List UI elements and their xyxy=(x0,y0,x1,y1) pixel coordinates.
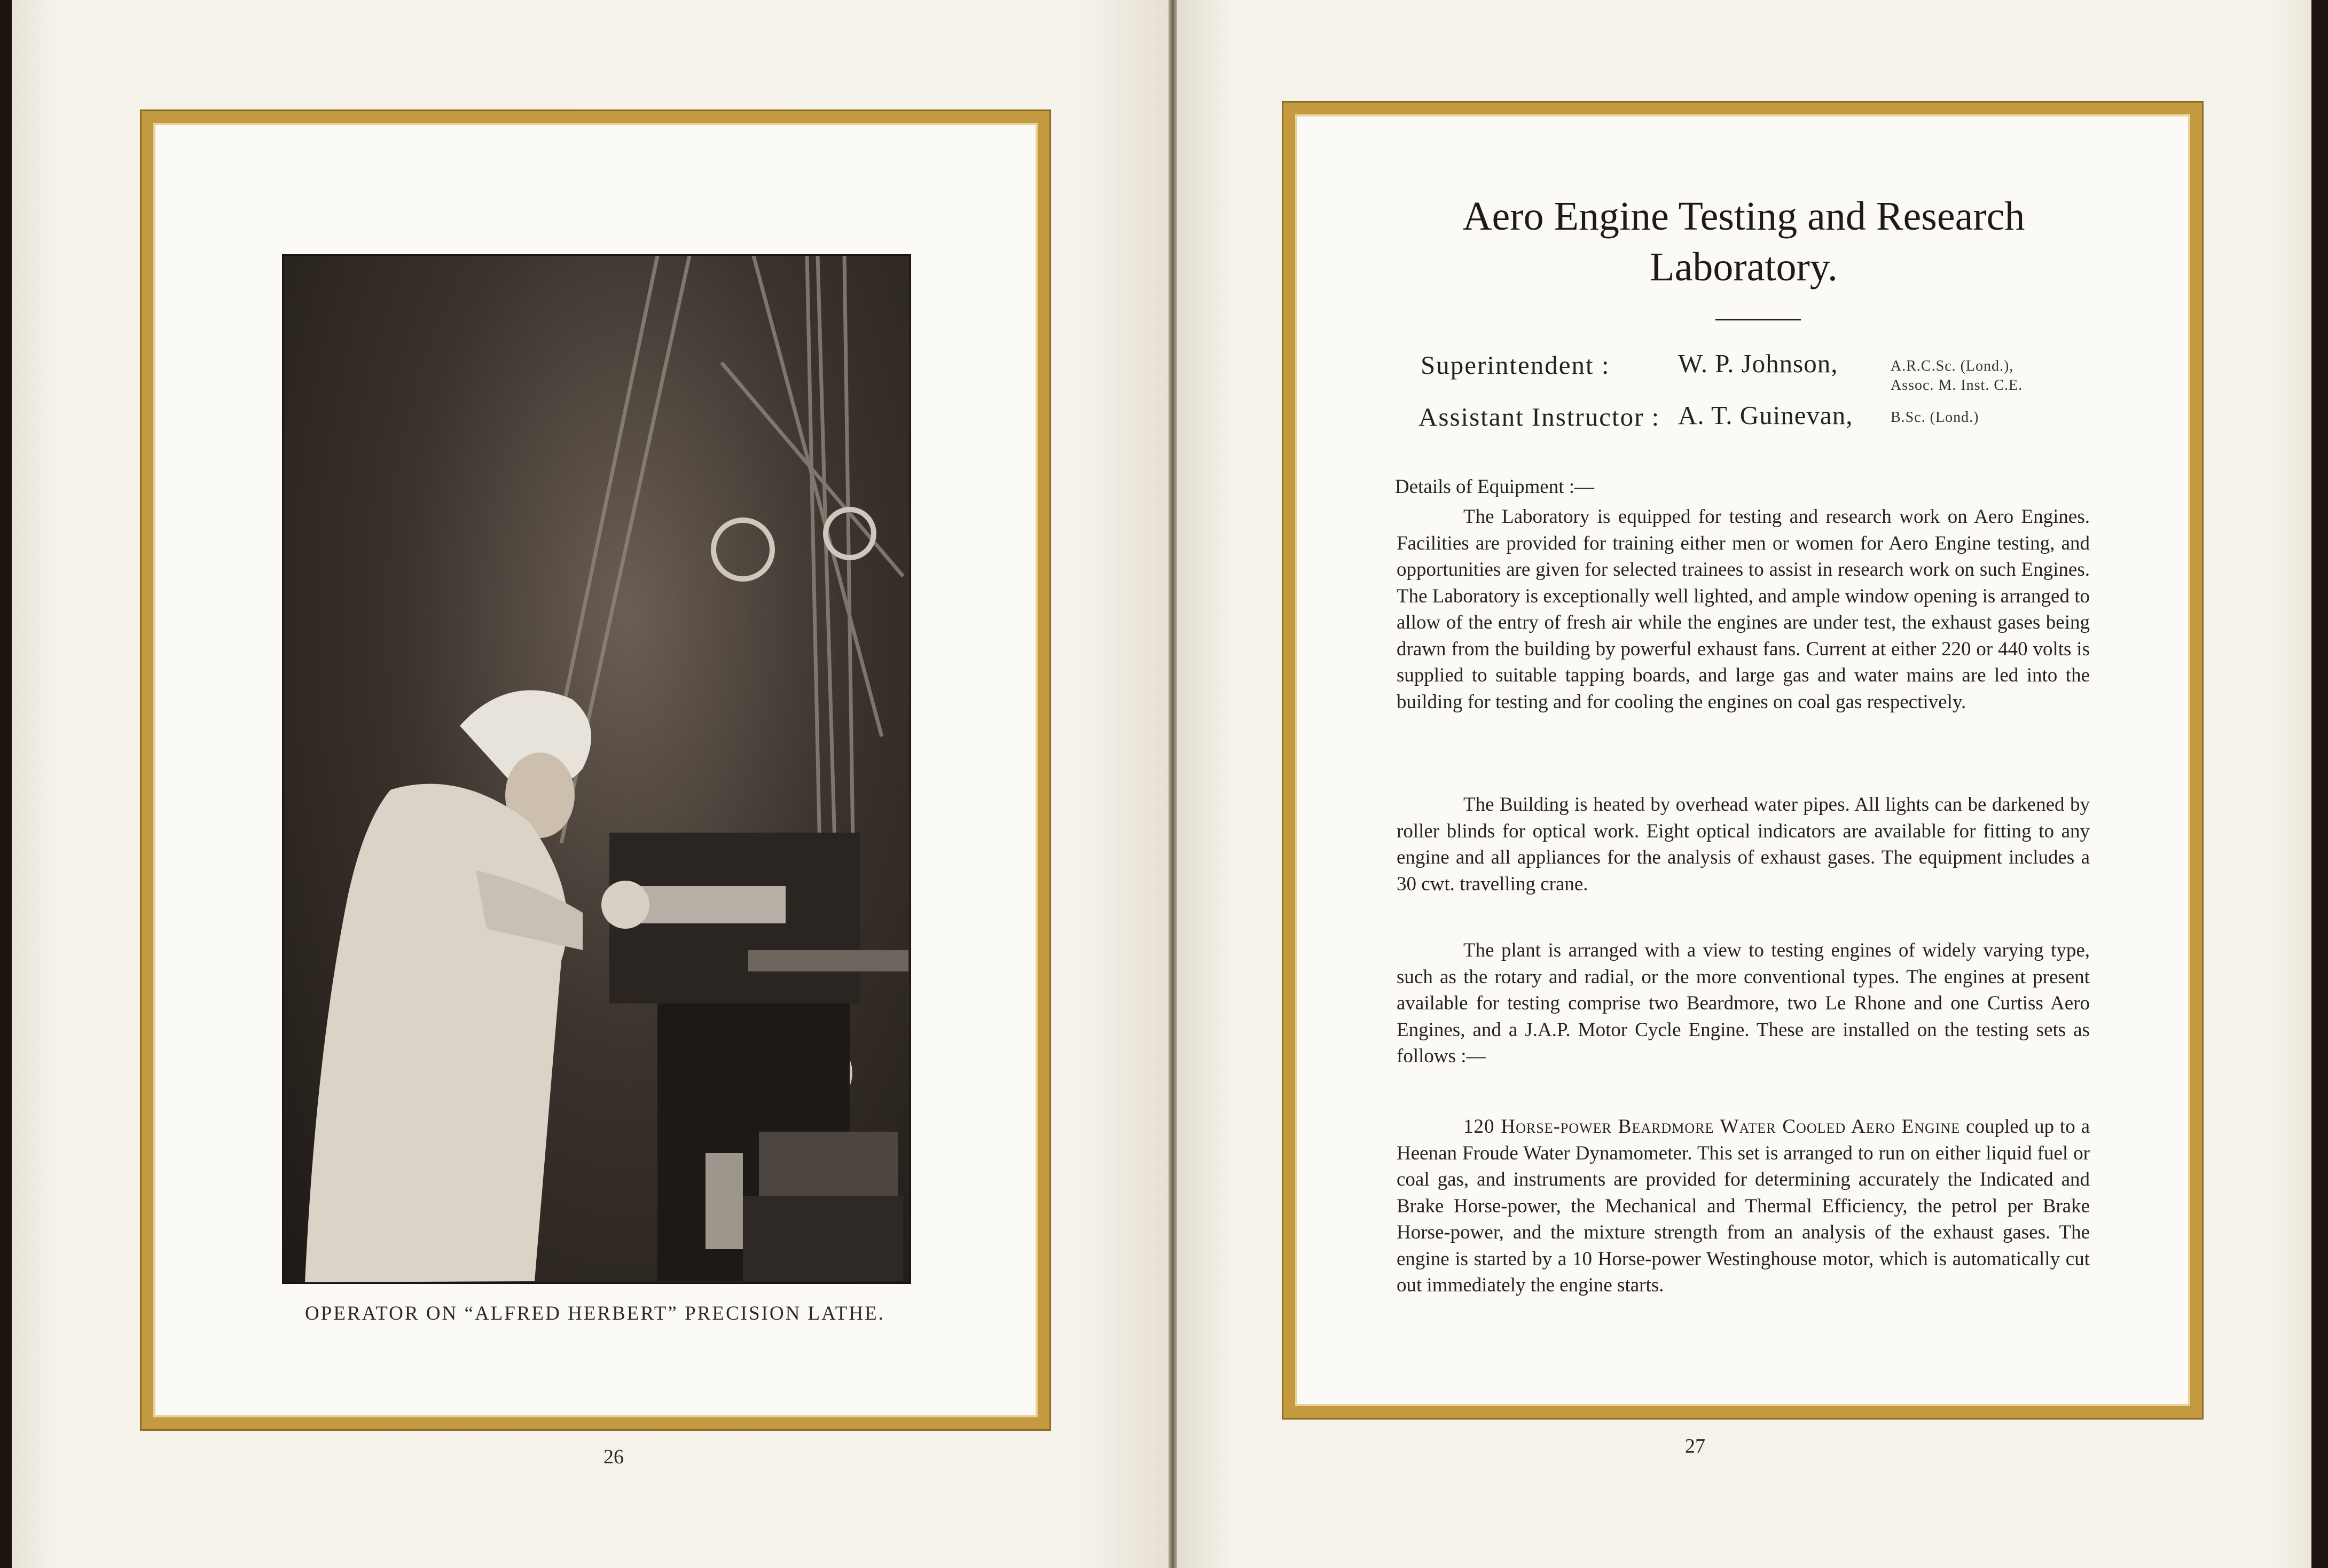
page-number-left: 26 xyxy=(603,1446,624,1468)
details-heading: Details of Equipment :— xyxy=(1395,476,1595,498)
title-rule xyxy=(1715,319,1801,320)
title-line-1: Aero Engine Testing and Research xyxy=(1462,194,2025,239)
superintendent-name: W. P. Johnson, xyxy=(1678,349,1838,378)
assistant-label: Assistant Instructor : xyxy=(1418,402,1660,432)
book-spine xyxy=(1169,0,1177,1568)
photo-caption: OPERATOR ON “ALFRED HERBERT” PRECISION LATHE. xyxy=(305,1303,885,1324)
page-title xyxy=(1389,191,2099,293)
superintendent-qual-1: A.R.C.Sc. (Lond.), xyxy=(1891,358,2014,374)
assistant-qual: B.Sc. (Lond.) xyxy=(1891,409,1979,426)
page-number-right: 27 xyxy=(1685,1435,1705,1457)
superintendent-label: Superintendent : xyxy=(1421,350,1610,380)
worker-coat xyxy=(305,784,567,1282)
paragraph-laboratory: The Laboratory is equipped for testing and research work on Aero Engines. Facilities are provided for training either men or women for Aero Engine testing, and opportunities are given for selected trainees to assist in research work on such Engines. The Laboratory is exceptionally well lighted, and ample window opening is arranged to allow of the entry of fresh air while the engines are under test, the exhaust gases being drawn from the building by powerful exhaust fans. Current at either 220 or 440 volts is supplied to suitable tapping boards, and large gas and water mains are led into the building for testing and for cooling the engines on coal gas respectively. xyxy=(1397,506,2090,713)
paragraph-building: The Building is heated by overhead water pipes. All lights can be darkened by roller blinds for optical work. Eight optical indicators are available for fitting to any engine and all appliances for the analysis of exhaust gases. The equipment includes a 30 cwt. travelling crane. xyxy=(1397,794,2090,895)
lathe-operator-photo xyxy=(282,254,911,1284)
superintendent-qual-2: Assoc. M. Inst. C.E. xyxy=(1891,377,2023,394)
paragraph-beardmore-set xyxy=(1397,1114,2090,1299)
beardmore-set-text: coupled up to a Heenan Froude Water Dynamometer. This set is arranged to run on either liquid fuel or coal gas, and instruments are provided for determining accurately the Indicated and Brake Horse-power, the Mechanical and Thermal Efficiency, the petrol per Brake Horse-power, and the mixture strength from an analysis of the exhaust gases. The engine is started by a 10 Horse-power Westinghouse motor, which is automatically cut out immediately the engine starts. xyxy=(1397,1116,2090,1296)
photo-illustration xyxy=(284,256,910,1282)
beardmore-set-heading: 120 Horse-power Beardmore Water Cooled Aero Engine xyxy=(1463,1116,1961,1138)
title-line-2: Laboratory. xyxy=(1650,245,1838,289)
assistant-name: A. T. Guinevan, xyxy=(1678,401,1853,430)
paragraph-plant: The plant is arranged with a view to testing engines of widely varying type, such as the rotary and radial, or the more conventional types. The engines at present available for testing comprise two Beardmore, two Le Rhone and one Curtiss Aero Engines, and a J.A.P. Motor Cycle Engine. These are installed on the testing sets as follows :— xyxy=(1397,939,2090,1067)
